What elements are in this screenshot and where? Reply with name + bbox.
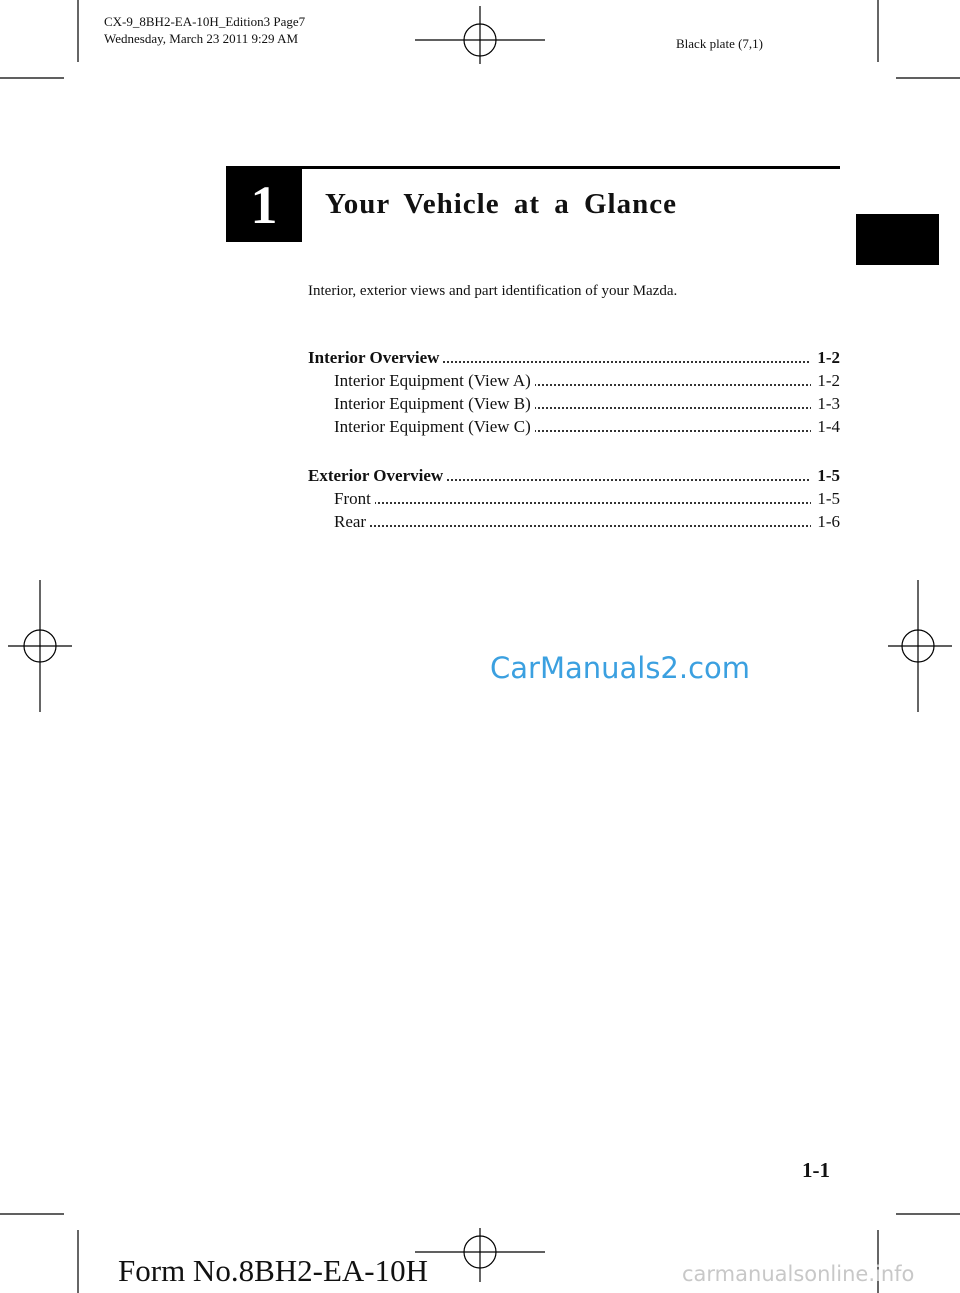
toc-label: Interior Overview (308, 348, 443, 367)
page-number: 1-1 (802, 1158, 830, 1182)
toc-page: 1-2 (811, 346, 840, 369)
chapter-title: Your Vehicle at a Glance (325, 188, 677, 220)
toc-label: Exterior Overview (308, 466, 447, 485)
toc-group-exterior (308, 464, 840, 533)
header-line-2: Wednesday, March 23 2011 9:29 AM (104, 31, 299, 46)
toc-page: 1-5 (811, 487, 840, 510)
toc-entry-interior-overview[interactable] (308, 346, 840, 369)
toc-entry-interior-view-c[interactable] (308, 415, 840, 438)
watermark-logo: CarManuals2.com (490, 651, 751, 685)
form-number: Form No.8BH2-EA-10H (118, 1253, 428, 1288)
chapter-subtitle: Interior, exterior views and part identification of your Mazda. (308, 283, 678, 299)
toc-label: Front (334, 489, 375, 508)
chapter-side-tab (856, 214, 939, 265)
toc-page: 1-2 (811, 369, 840, 392)
toc-page: 1-4 (811, 415, 840, 438)
toc-entry-front[interactable] (308, 487, 840, 510)
toc-page: 1-5 (811, 464, 840, 487)
toc-entry-rear[interactable] (308, 510, 840, 533)
header-line-1: CX-9_8BH2-EA-10H_Edition3 Page7 (104, 14, 306, 29)
toc-label: Interior Equipment (View A) (334, 371, 535, 390)
header-plate: Black plate (7,1) (676, 36, 763, 51)
toc-label: Interior Equipment (View C) (334, 417, 535, 436)
toc-label: Rear (334, 512, 370, 531)
toc-entry-exterior-overview[interactable] (308, 464, 840, 487)
toc-label: Interior Equipment (View B) (334, 394, 535, 413)
toc-entry-interior-view-a[interactable] (308, 369, 840, 392)
chapter-title-rule (302, 166, 840, 169)
footer-credit: carmanualsonline.info (682, 1262, 915, 1286)
toc-page: 1-3 (811, 392, 840, 415)
toc-page: 1-6 (811, 510, 840, 533)
chapter-number-box: 1 (226, 166, 302, 242)
toc-entry-interior-view-b[interactable] (308, 392, 840, 415)
toc-group-interior (308, 346, 840, 438)
